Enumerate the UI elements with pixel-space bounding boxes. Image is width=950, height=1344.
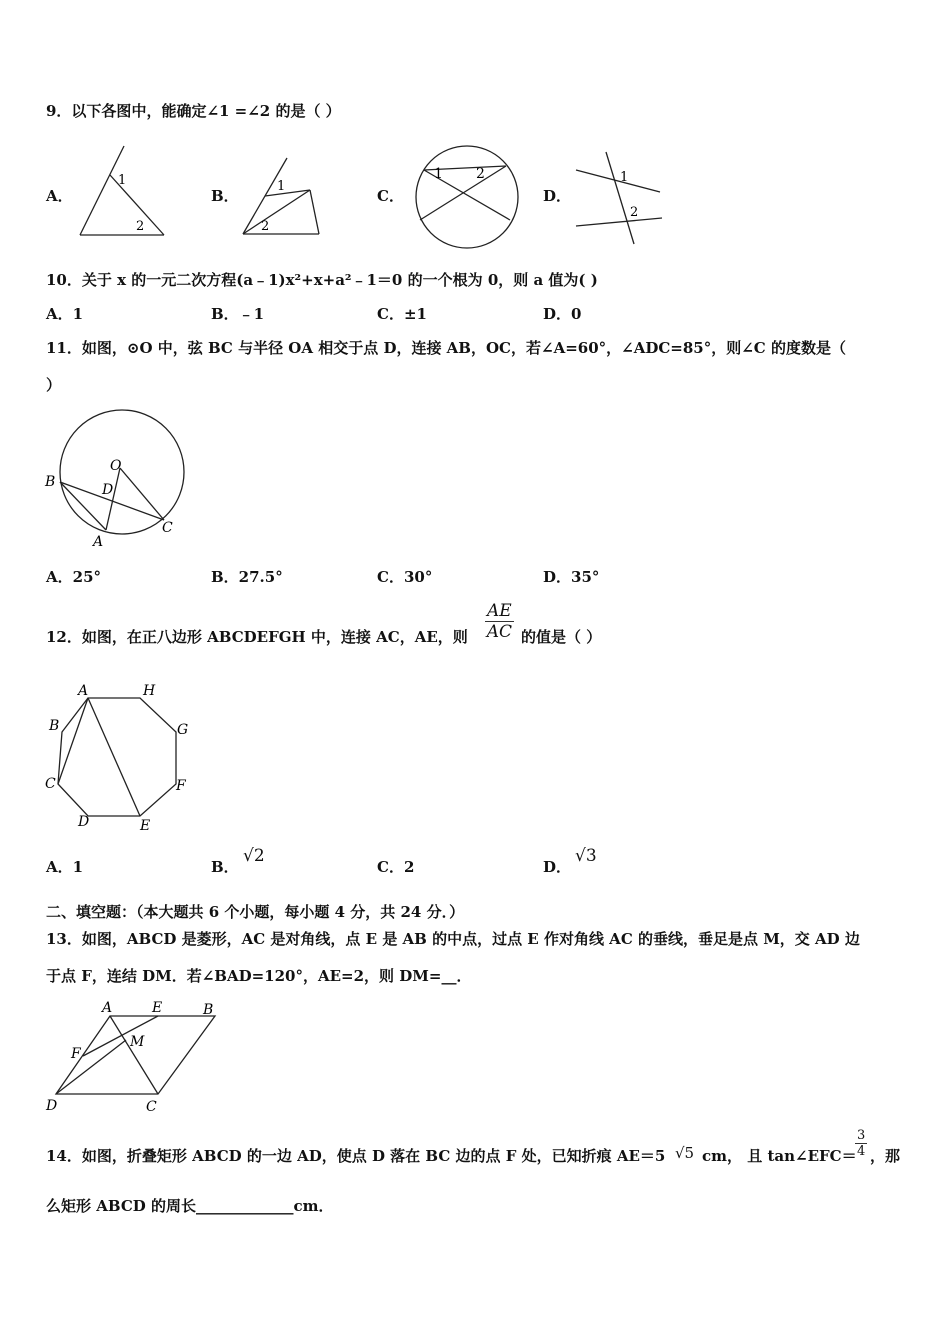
q13-label-E: E (152, 1000, 163, 1016)
q12-fraction-denominator: AC (486, 622, 512, 642)
q12-label-G: G (177, 722, 189, 738)
q14-fraction (855, 1128, 867, 1159)
q12-stem-suffix: 的值是（ ） (521, 628, 602, 646)
q9-figure-c (410, 140, 525, 252)
q12-fraction (485, 601, 514, 642)
q9-c-angle-1: 1 (434, 166, 443, 182)
q13-line1: 13．如图，ABCD 是菱形，AC 是对角线，点 E 是 AB 的中点，过点 E 作对角线 AC 的垂线，垂足是点 M，交 AD 边 (46, 930, 860, 948)
q9-figure-a (72, 140, 172, 245)
q10-option-b: B．﹣1 (211, 305, 265, 323)
q11-label-C: C (162, 520, 173, 536)
q10-option-c: C．±1 (377, 305, 427, 323)
q13-label-D: D (46, 1098, 58, 1114)
q14-line1-part2: cm， 且 tan∠EFC＝ (702, 1147, 857, 1165)
q12-label-B: B (49, 718, 60, 734)
q13-line2: 于点 F，连结 DM．若∠BAD=120°，AE=2，则 DM=__． (46, 967, 472, 985)
q13-label-C: C (146, 1099, 157, 1115)
q9-d-angle-2: 2 (630, 205, 639, 220)
q11-label-B: B (45, 474, 56, 490)
q11-circle-figure (40, 402, 192, 552)
q14-line2: 么矩形 ABCD 的周长_____________cm． (46, 1197, 334, 1215)
q9-stem: 9．以下各图中，能确定∠1 =∠2 的是（ ） (46, 102, 341, 120)
q12-option-d: D． (543, 858, 572, 876)
q9-a-angle-1: 1 (118, 173, 127, 188)
q11-label-D: D (102, 482, 114, 498)
q10-option-a: A．1 (46, 305, 84, 323)
q12-option-b-value: √2 (243, 846, 265, 866)
q9-figure-d (570, 148, 670, 248)
q9-b-angle-2: 2 (261, 219, 270, 234)
q11-option-b: B．27.5° (211, 568, 283, 586)
q12-octagon-figure (40, 680, 195, 835)
q9-b-angle-1: 1 (277, 179, 286, 194)
q9-option-c-label: C． (377, 187, 404, 205)
q12-stem-prefix: 12．如图，在正八边形 ABCDEFGH 中，连接 AC，AE，则 (46, 628, 468, 646)
q12-label-E: E (140, 818, 151, 834)
q11-option-d: D．35° (543, 568, 600, 586)
q10-stem: 10．关于 x 的一元二次方程(a﹣1)x²+x+a²﹣1＝0 的一个根为 0，则 a 值为( ) (46, 271, 598, 289)
q12-option-c: C．2 (377, 858, 415, 876)
q14-fraction-denominator: 4 (857, 1144, 866, 1159)
q14-line1-part3: ，那 (870, 1147, 901, 1165)
q9-c-angle-2: 2 (476, 166, 485, 182)
q12-label-C: C (45, 776, 56, 792)
q10-option-d: D．0 (543, 305, 582, 323)
q11-label-O: O (110, 458, 122, 474)
q11-option-c: C．30° (377, 568, 433, 586)
q9-figure-b (235, 150, 330, 242)
q12-label-A: A (78, 683, 89, 699)
q12-option-a: A．1 (46, 858, 84, 876)
section-heading: 二、填空题：（本大题共 6 个小题，每小题 4 分，共 24 分．） (46, 903, 465, 921)
q9-d-angle-1: 1 (620, 170, 629, 185)
q13-label-F: F (71, 1046, 81, 1062)
q12-fraction-numerator: AE (487, 601, 512, 621)
q12-label-D: D (78, 814, 90, 830)
q11-stem-line1: 11．如图，⊙O 中，弦 BC 与半径 OA 相交于点 D，连接 AB，OC，若∠A=60°，∠ADC=85°，则∠C 的度数是（ (46, 339, 846, 357)
q11-label-A: A (93, 534, 104, 550)
q9-option-d-label: D． (543, 187, 572, 205)
q9-option-a-label: A． (46, 187, 73, 205)
q12-option-b: B． (211, 858, 239, 876)
q13-rhombus-figure (40, 996, 225, 1118)
q9-option-b-label: B． (211, 187, 239, 205)
q12-label-H: H (143, 683, 156, 699)
q12-option-d-value: √3 (575, 846, 597, 866)
q11-stem-line2: ） (46, 376, 62, 394)
q9-a-angle-2: 2 (136, 219, 145, 234)
q11-option-a: A．25° (46, 568, 102, 586)
q12-label-F: F (176, 778, 186, 794)
q14-fraction-numerator: 3 (857, 1128, 866, 1143)
q13-label-A: A (102, 1000, 113, 1016)
q13-label-M: M (130, 1034, 145, 1050)
q14-sqrt-value: √5 (675, 1144, 695, 1162)
q14-line1-part1: 14．如图，折叠矩形 ABCD 的一边 AD，使点 D 落在 BC 边的点 F 处，已知折痕 AE＝5 (46, 1147, 666, 1165)
q13-label-B: B (203, 1002, 214, 1018)
